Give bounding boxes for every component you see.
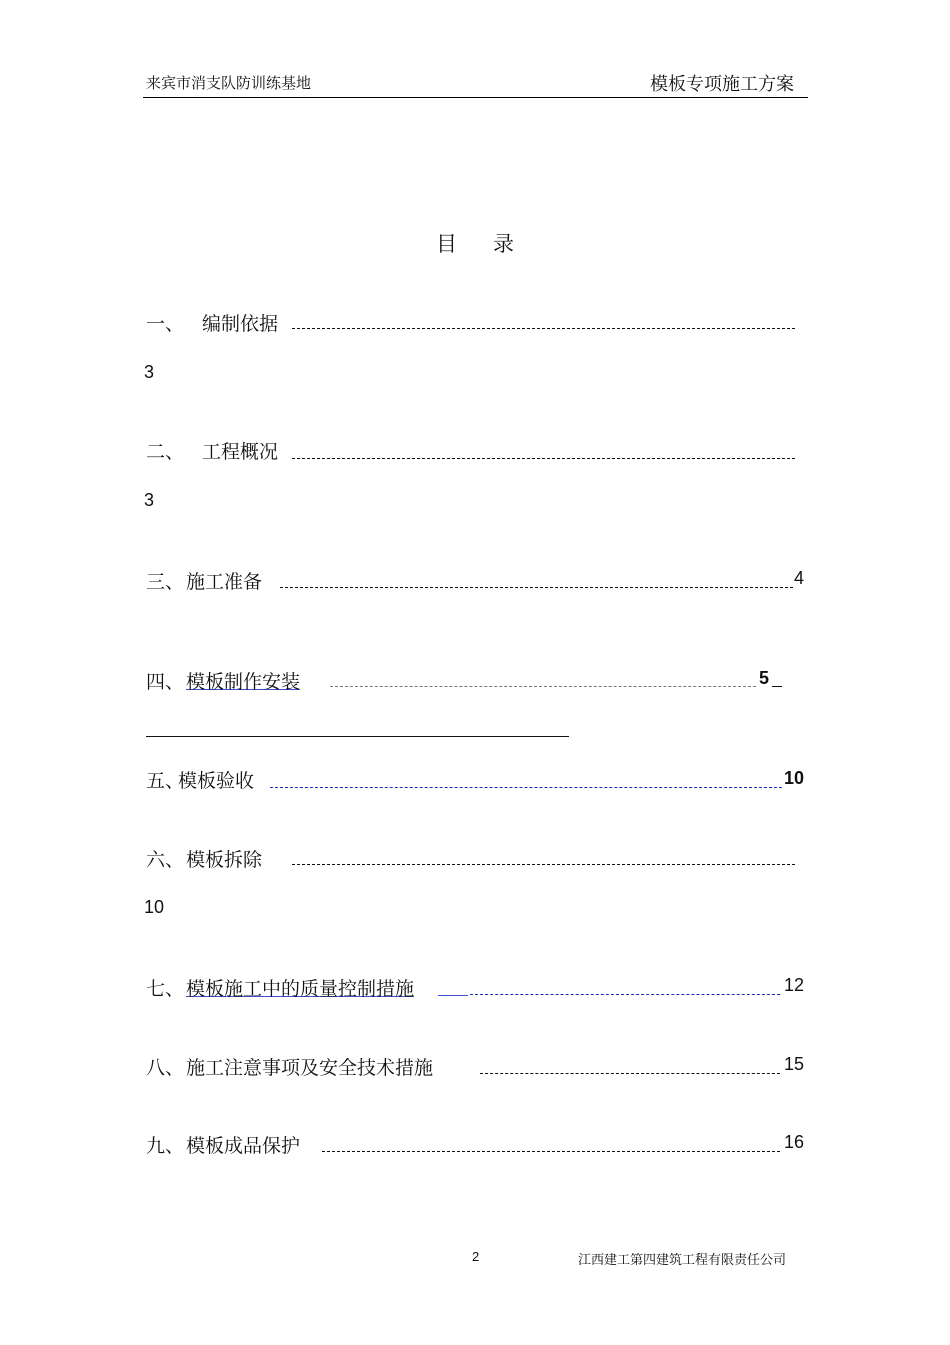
toc-leader (330, 686, 756, 687)
toc-leader (280, 587, 793, 588)
footer-company: 江西建工第四建筑工程有限责任公司 (578, 1253, 787, 1268)
toc-entry-page: 3 (144, 490, 155, 510)
toc-leader (480, 1073, 780, 1074)
header-divider (143, 97, 808, 98)
toc-entry-label: 模板验收 (178, 770, 255, 792)
toc-entry-label: 施工准备 (186, 571, 263, 593)
label-underline-extension (438, 995, 468, 996)
toc-entry-number: 八、 (146, 1057, 185, 1079)
toc-entry-page: 10 (784, 768, 805, 788)
toc-entry-label: 模板施工中的质量控制措施 (186, 978, 415, 1000)
toc-entry-number: 九、 (146, 1135, 185, 1157)
toc-separator-line (146, 736, 569, 737)
toc-entry-label: 模板拆除 (186, 849, 263, 871)
toc-leader (292, 328, 795, 329)
toc-entry-number: 五、 (146, 770, 185, 792)
toc-entry-page: 12 (784, 975, 805, 995)
toc-entry-page: 4 (794, 568, 805, 588)
toc-entry-number: 一、 (146, 313, 185, 335)
toc-entry-page: 5 (759, 668, 770, 688)
toc-entry-page: 15 (784, 1054, 805, 1074)
toc-leader (470, 994, 780, 995)
toc-entry-label: 编制依据 (202, 313, 279, 335)
toc-entry-label: 施工注意事项及安全技术措施 (186, 1057, 434, 1079)
toc-entry-label: 模板制作安装 (186, 671, 301, 693)
toc-entry-number: 四、 (146, 671, 185, 693)
toc-entry-page: 3 (144, 362, 155, 382)
toc-leader (322, 1151, 780, 1152)
toc-leader (270, 787, 782, 788)
header-document-title: 模板专项施工方案 (650, 74, 794, 95)
underscore-mark (772, 686, 782, 687)
toc-entry-number: 二、 (146, 441, 185, 463)
footer-page-number: 2 (472, 1249, 480, 1264)
toc-entry-number: 三、 (146, 571, 185, 593)
toc-leader (292, 864, 795, 865)
toc-entry-page: 16 (784, 1132, 805, 1152)
toc-leader (292, 458, 795, 459)
toc-entry-number: 七、 (146, 978, 185, 1000)
header-project-name: 来宾市消支队防训练基地 (146, 74, 312, 92)
toc-entry-number: 六、 (146, 849, 185, 871)
page-title: 目录 (436, 232, 550, 256)
toc-entry-page: 10 (144, 897, 165, 917)
toc-entry-label: 工程概况 (202, 441, 279, 463)
toc-entry-label: 模板成品保护 (186, 1135, 301, 1157)
